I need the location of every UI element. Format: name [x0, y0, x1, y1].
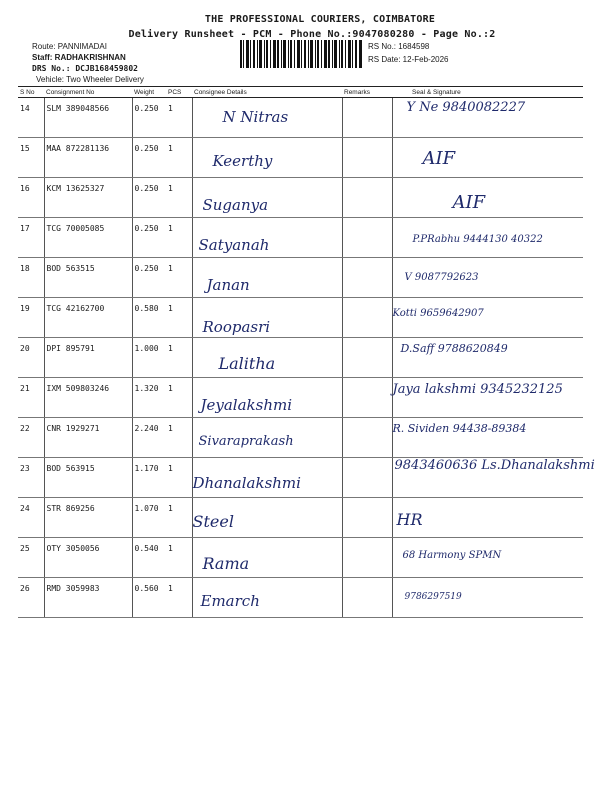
row-weight: 0.250 [132, 98, 166, 138]
col-consignment: Consignment No [44, 87, 132, 98]
signature-handwriting: 9843460636 Ls.Dhanalakshmi [394, 458, 595, 473]
consignee-handwriting: Rama [202, 554, 250, 573]
row-consignment-no: OTY 3050056 [44, 538, 132, 578]
table-row [18, 338, 583, 378]
row-consignee-cell [192, 458, 342, 498]
row-sno: 20 [18, 338, 44, 378]
consignee-handwriting: Emarch [200, 592, 260, 610]
row-remarks [342, 218, 392, 258]
row-seal-cell [392, 458, 595, 498]
table-row [18, 578, 583, 618]
consignee-handwriting: N Nitras [222, 108, 289, 126]
table-row [18, 258, 583, 298]
row-consignment-no: SLM 389048566 [44, 98, 132, 138]
signature-handwriting: R. Sividen 94438-89384 [392, 422, 527, 435]
row-pcs: 1 [166, 218, 192, 258]
signature-handwriting: Y Ne 9840082227 [406, 100, 526, 115]
signature-handwriting: Jaya lakshmi 9345232125 [392, 382, 563, 397]
barcode [240, 40, 362, 68]
consignee-handwriting: Satyanah [198, 236, 270, 254]
col-sno: S No [18, 87, 44, 98]
row-pcs: 1 [166, 538, 192, 578]
row-remarks [342, 538, 392, 578]
row-seal-cell [392, 578, 583, 618]
row-seal-cell [392, 258, 583, 298]
consignee-handwriting: Lalitha [218, 354, 276, 373]
row-pcs: 1 [166, 458, 192, 498]
row-remarks [342, 338, 392, 378]
row-seal-cell [392, 538, 583, 578]
row-remarks [342, 178, 392, 218]
row-pcs: 1 [166, 338, 192, 378]
consignee-handwriting: Janan [206, 276, 250, 294]
signature-handwriting: D.Saff 9788620849 [400, 342, 508, 355]
row-remarks [342, 258, 392, 298]
row-weight: 0.580 [132, 298, 166, 338]
route-label: Route: PANNIMADAI [32, 42, 107, 51]
table-row [18, 378, 583, 418]
row-weight: 0.560 [132, 578, 166, 618]
row-pcs: 1 [166, 418, 192, 458]
row-pcs: 1 [166, 178, 192, 218]
signature-handwriting: Kotti 9659642907 [392, 308, 484, 319]
row-remarks [342, 418, 392, 458]
col-consignee: Consignee Details [192, 87, 342, 98]
row-remarks [342, 138, 392, 178]
row-sno: 18 [18, 258, 44, 298]
table-row [18, 178, 583, 218]
row-remarks [342, 98, 392, 138]
row-consignment-no: BOD 563915 [44, 458, 132, 498]
table-row [18, 98, 583, 138]
row-pcs: 1 [166, 498, 192, 538]
consignee-handwriting: Keerthy [212, 152, 273, 170]
table-row [18, 498, 583, 538]
table-row [18, 538, 583, 578]
rs-number: RS No.: 1684598 [368, 42, 430, 51]
rs-date: RS Date: 12-Feb-2026 [368, 55, 449, 64]
col-seal: Seal & Signature [392, 87, 583, 98]
row-consignee-cell [192, 338, 342, 378]
row-pcs: 1 [166, 98, 192, 138]
row-sno: 24 [18, 498, 44, 538]
row-sno: 16 [18, 178, 44, 218]
row-consignment-no: RMD 3059983 [44, 578, 132, 618]
table-row [18, 138, 583, 178]
row-consignment-no: TCG 42162700 [44, 298, 132, 338]
row-sno: 26 [18, 578, 44, 618]
row-consignment-no: KCM 13625327 [44, 178, 132, 218]
row-consignee-cell [192, 498, 342, 538]
signature-handwriting: 9786297519 [404, 592, 462, 602]
row-sno: 14 [18, 98, 44, 138]
row-seal-cell [392, 98, 583, 138]
row-consignee-cell [192, 138, 342, 178]
row-weight: 2.240 [132, 418, 166, 458]
row-weight: 1.170 [132, 458, 166, 498]
table-row [18, 298, 583, 338]
table-row [18, 458, 583, 498]
row-sno: 23 [18, 458, 44, 498]
row-consignee-cell [192, 538, 342, 578]
row-weight: 1.000 [132, 338, 166, 378]
table-row [18, 218, 583, 258]
row-seal-cell [392, 178, 583, 218]
row-consignee-cell [192, 298, 342, 338]
row-consignee-cell [192, 378, 342, 418]
row-pcs: 1 [166, 258, 192, 298]
row-seal-cell [392, 498, 583, 538]
row-consignment-no: BOD 563515 [44, 258, 132, 298]
row-consignee-cell [192, 178, 342, 218]
row-pcs: 1 [166, 138, 192, 178]
row-sno: 22 [18, 418, 44, 458]
row-seal-cell [392, 338, 583, 378]
runsheet-table [18, 86, 595, 618]
row-consignee-cell [192, 98, 342, 138]
consignee-handwriting: Steel [192, 512, 234, 531]
consignee-handwriting: Suganya [202, 196, 269, 214]
row-consignment-no: STR 869256 [44, 498, 132, 538]
vehicle-label: Vehicle: Two Wheeler Delivery [36, 75, 144, 84]
row-sno: 15 [18, 138, 44, 178]
drs-number: DRS No.: DCJB168459802 [32, 64, 138, 73]
row-seal-cell [392, 298, 583, 338]
signature-handwriting: 68 Harmony SPMN [402, 550, 502, 561]
signature-handwriting: AIF [422, 148, 456, 169]
row-sno: 21 [18, 378, 44, 418]
row-remarks [342, 458, 392, 498]
row-consignee-cell [192, 578, 342, 618]
company-title: THE PROFESSIONAL COURIERS, COIMBATORE [204, 14, 436, 25]
row-consignment-no: CNR 1929271 [44, 418, 132, 458]
row-weight: 0.250 [132, 138, 166, 178]
row-remarks [342, 378, 392, 418]
row-seal-cell [392, 418, 583, 458]
row-sno: 19 [18, 298, 44, 338]
row-pcs: 1 [166, 378, 192, 418]
table-row [18, 418, 583, 458]
row-seal-cell [392, 218, 583, 258]
col-pcs: PCS [166, 87, 192, 98]
signature-handwriting: AIF [452, 192, 486, 213]
row-weight: 0.250 [132, 178, 166, 218]
consignee-handwriting: Roopasri [202, 318, 271, 336]
row-remarks [342, 298, 392, 338]
signature-handwriting: P.PRabhu 9444130 40322 [412, 234, 543, 245]
signature-handwriting: V 9087792623 [404, 272, 479, 283]
consignee-handwriting: Sivaraprakash [198, 434, 294, 449]
row-sno: 17 [18, 218, 44, 258]
row-pcs: 1 [166, 578, 192, 618]
row-weight: 1.320 [132, 378, 166, 418]
col-weight: Weight [132, 87, 166, 98]
row-remarks [342, 498, 392, 538]
row-seal-cell [392, 378, 583, 418]
row-weight: 0.250 [132, 218, 166, 258]
consignee-handwriting: Jeyalakshmi [200, 396, 293, 414]
row-consignee-cell [192, 218, 342, 258]
row-seal-cell [392, 138, 583, 178]
row-sno: 25 [18, 538, 44, 578]
row-consignment-no: DPI 895791 [44, 338, 132, 378]
runsheet-title: Delivery Runsheet - PCM - Phone No.:9047080280 - Page No.:2 [128, 29, 496, 40]
row-remarks [342, 578, 392, 618]
row-consignee-cell [192, 258, 342, 298]
staff-label: Staff: RADHAKRISHNAN [32, 53, 126, 62]
signature-handwriting: HR [396, 510, 423, 529]
consignee-handwriting: Dhanalakshmi [192, 474, 301, 492]
row-weight: 0.250 [132, 258, 166, 298]
col-remarks: Remarks [342, 87, 392, 98]
table-header [18, 87, 583, 98]
row-consignment-no: MAA 872281136 [44, 138, 132, 178]
row-consignment-no: IXM 509803246 [44, 378, 132, 418]
row-consignment-no: TCG 70005085 [44, 218, 132, 258]
row-weight: 1.070 [132, 498, 166, 538]
row-consignee-cell [192, 418, 342, 458]
row-pcs: 1 [166, 298, 192, 338]
row-weight: 0.540 [132, 538, 166, 578]
